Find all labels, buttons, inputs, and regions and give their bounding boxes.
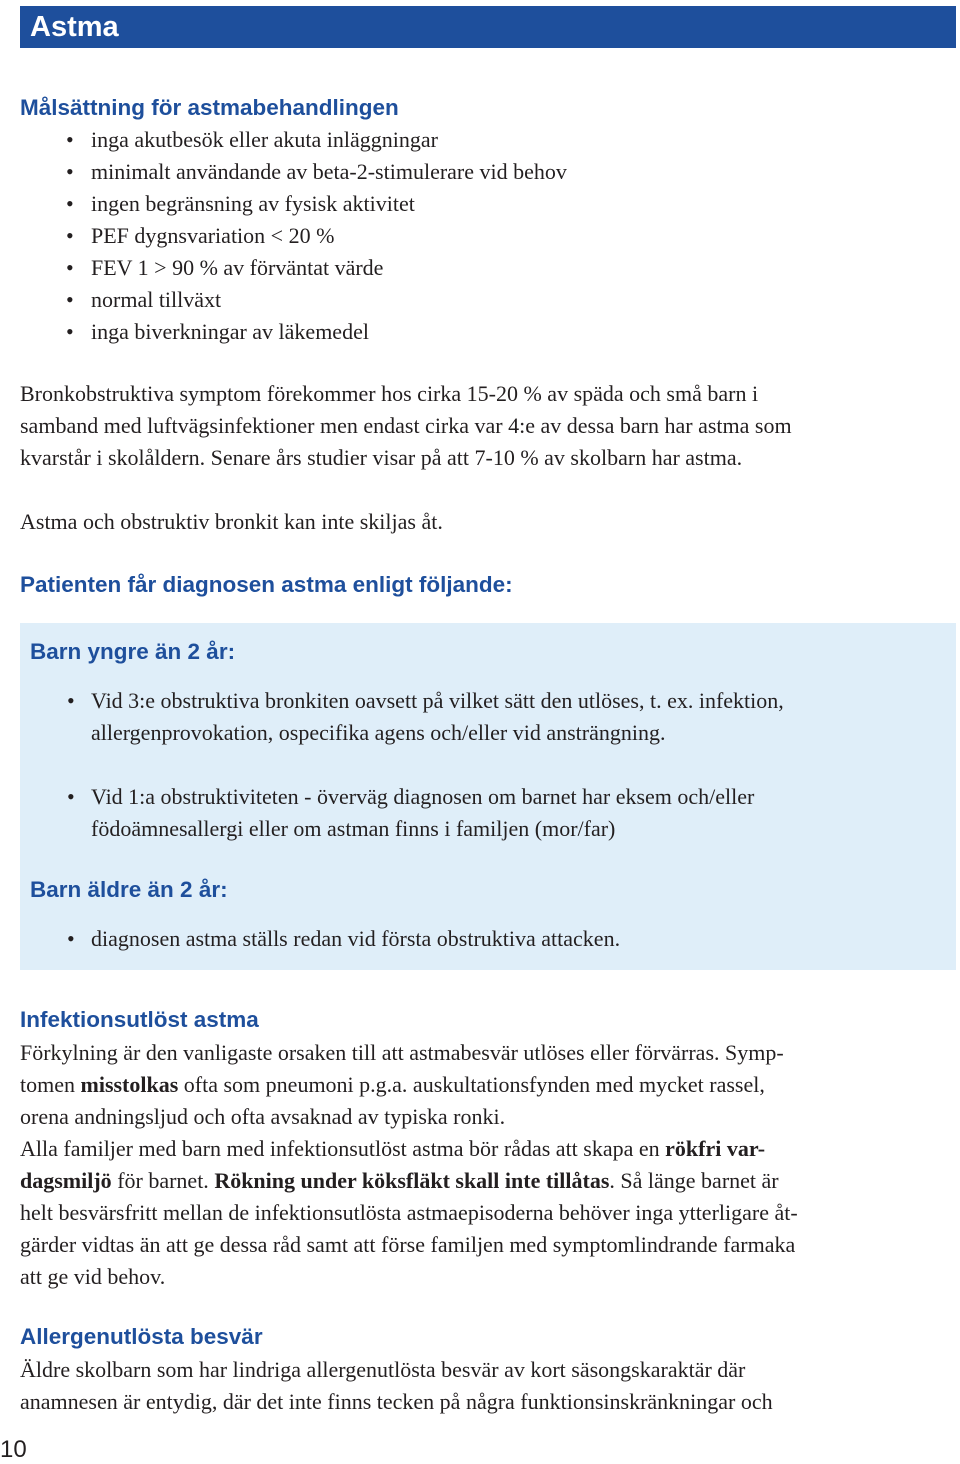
younger-heading: Barn yngre än 2 år: <box>30 639 236 664</box>
infection-paragraph: Förkylning är den vanligaste orsaken till att astmabesvär utlöses eller förvärras. Symp- tomen misstolkas ofta som pneumoni p.g.a. auskultationsfynden med mycket rassel, orena andningsljud och ofta avsaknad av typiska ronki. Alla familjer med barn med infektionsutlöst astma bör rådas att skapa en rökfri var- dagsmiljö för barnet. Rökning under köksfläkt skall inte tillåtas. Så länge barnet är helt besvärsfritt mellan de infektionsutlösta astmaepisoderna behöver inga ytterligare åt- gärder vidtas än att ge dessa råd samt att förse familjen med symptomlindrande farmaka att ge vid behov. <box>20 1040 798 1289</box>
list-item: • diagnosen astma ställs redan vid första obstruktiva attacken. <box>91 923 620 955</box>
list-item: • inga biverkningar av läkemedel <box>20 316 567 348</box>
bullet-icon: • <box>66 159 74 184</box>
list-item: • PEF dygnsvariation < 20 % <box>20 220 567 252</box>
diagnosis-heading: Patienten får diagnosen astma enligt följande: <box>20 572 513 597</box>
list-item: • Vid 1:a obstruktiviteten - överväg diagnosen om barnet har eksem och/eller födoämnesallergi eller om astman finns i familjen (mor/far) <box>91 781 754 845</box>
bullet-icon: • <box>67 926 75 951</box>
allergy-paragraph: Äldre skolbarn som har lindriga allergenutlösta besvär av kort säsongskaraktär där anamnesen är entydig, där det inte finns tecken på några funktionsinskränkningar och <box>20 1357 773 1414</box>
intro-note: Astma och obstruktiv bronkit kan inte skiljas åt. <box>20 509 443 534</box>
intro-paragraph: Bronkobstruktiva symptom förekommer hos cirka 15-20 % av späda och små barn i samband med luftvägsinfektioner men endast cirka var 4:e av dessa barn har astma som kvarstår i skolåldern. Senare års studier visar på att 7-10 % av skolbarn har astma. <box>20 381 792 470</box>
bullet-icon: • <box>67 688 75 713</box>
bullet-icon: • <box>66 191 74 216</box>
list-item: • normal tillväxt <box>20 284 567 316</box>
list-item: • ingen begränsning av fysisk aktivitet <box>20 188 567 220</box>
bullet-icon: • <box>66 287 74 312</box>
older-heading: Barn äldre än 2 år: <box>30 877 228 902</box>
goals-list <box>20 124 567 348</box>
goals-heading: Målsättning för astmabehandlingen <box>20 95 399 120</box>
bullet-icon: • <box>66 319 74 344</box>
bullet-icon: • <box>66 223 74 248</box>
list-item: • minimalt användande av beta-2-stimulerare vid behov <box>20 156 567 188</box>
page-title: Astma <box>30 11 119 43</box>
title-bar <box>20 6 956 48</box>
page-number: 10 <box>0 1436 27 1463</box>
infection-heading: Infektionsutlöst astma <box>20 1007 259 1032</box>
bullet-icon: • <box>66 255 74 280</box>
list-item: • inga akutbesök eller akuta inläggningar <box>20 124 567 156</box>
bullet-icon: • <box>66 127 74 152</box>
bullet-icon: • <box>67 784 75 809</box>
list-item: • FEV 1 > 90 % av förväntat värde <box>20 252 567 284</box>
allergy-heading: Allergenutlösta besvär <box>20 1324 263 1349</box>
list-item: • Vid 3:e obstruktiva bronkiten oavsett på vilket sätt den utlöses, t. ex. infektion, allergenprovokation, ospecifika agens och/eller vid ansträngning. <box>91 685 784 749</box>
